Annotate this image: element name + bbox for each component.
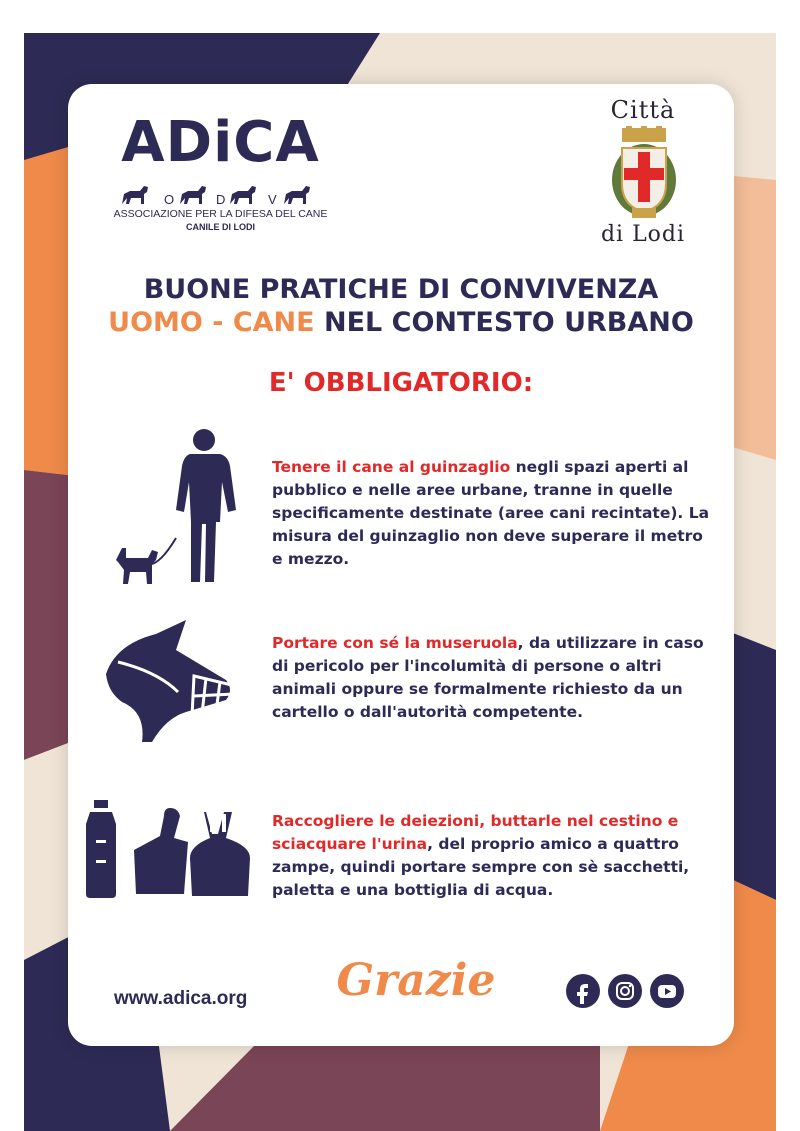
adica-subtitle-2: CANILE DI LODI [186,222,255,232]
facebook-icon[interactable] [566,974,600,1008]
rule-waste-text: , del proprio amico a quattro zampe, quindi portare sempre con sè sacchetti, paletta e una bottiglia di acqua. [272,835,690,899]
odv-letter-d: D [216,192,226,207]
adica-subtitle: ASSOCIAZIONE PER LA DIFESA DEL CANE [113,208,328,220]
bottle-scoop-bag-icon [82,800,254,900]
adica-logo [108,112,333,237]
page-title-line-1: BUONE PRATICHE DI CONVIVENZA [143,274,659,305]
man-walking-dog-icon [106,426,256,604]
title-highlight: UOMO - CANE [108,307,315,338]
dogs-row-icon [108,174,333,210]
odv-letter-v: V [268,192,277,207]
dog-muzzle-icon [98,614,248,744]
coat-of-arms-icon [608,126,680,222]
citta-label: Città [610,96,676,124]
rule-leash-text: negli spazi aperti al pubblico e nelle aree urbane, tranne in quelle specificamente destinate (aree cani recintate). La misura del guinzaglio non deve superare il metro e mezzo. [272,458,710,568]
di-lodi-label: di Lodi [600,222,686,247]
instagram-icon[interactable] [608,974,642,1008]
website-link[interactable]: www.adica.org [114,988,248,1009]
rule-waste [272,810,712,902]
rule-leash [272,456,712,571]
adica-logo-text: ADiCA [121,110,320,175]
obligatory-heading: E' OBBLIGATORIO: [268,368,534,398]
rule-muzzle [272,632,712,724]
thanks-text: Grazie [336,955,496,1006]
page-title-line-2 [68,307,734,338]
citta-di-lodi-logo [588,96,698,252]
youtube-icon[interactable] [650,974,684,1008]
rule-muzzle-text: , da utilizzare in caso di pericolo per l'incolumità di persone o altri animali oppure se formalmente richiesto da un cartello o dall'autorità competente. [272,634,704,721]
rule-muzzle-highlight: Portare con sé la museruola [272,634,518,652]
odv-letter-o: O [164,192,175,207]
title-rest: NEL CONTESTO URBANO [314,307,694,338]
rule-waste-highlight: Raccogliere le deiezioni, buttarle nel cestino e sciacquare l'urina [272,812,679,853]
rule-leash-highlight: Tenere il cane al guinzaglio [272,458,511,476]
